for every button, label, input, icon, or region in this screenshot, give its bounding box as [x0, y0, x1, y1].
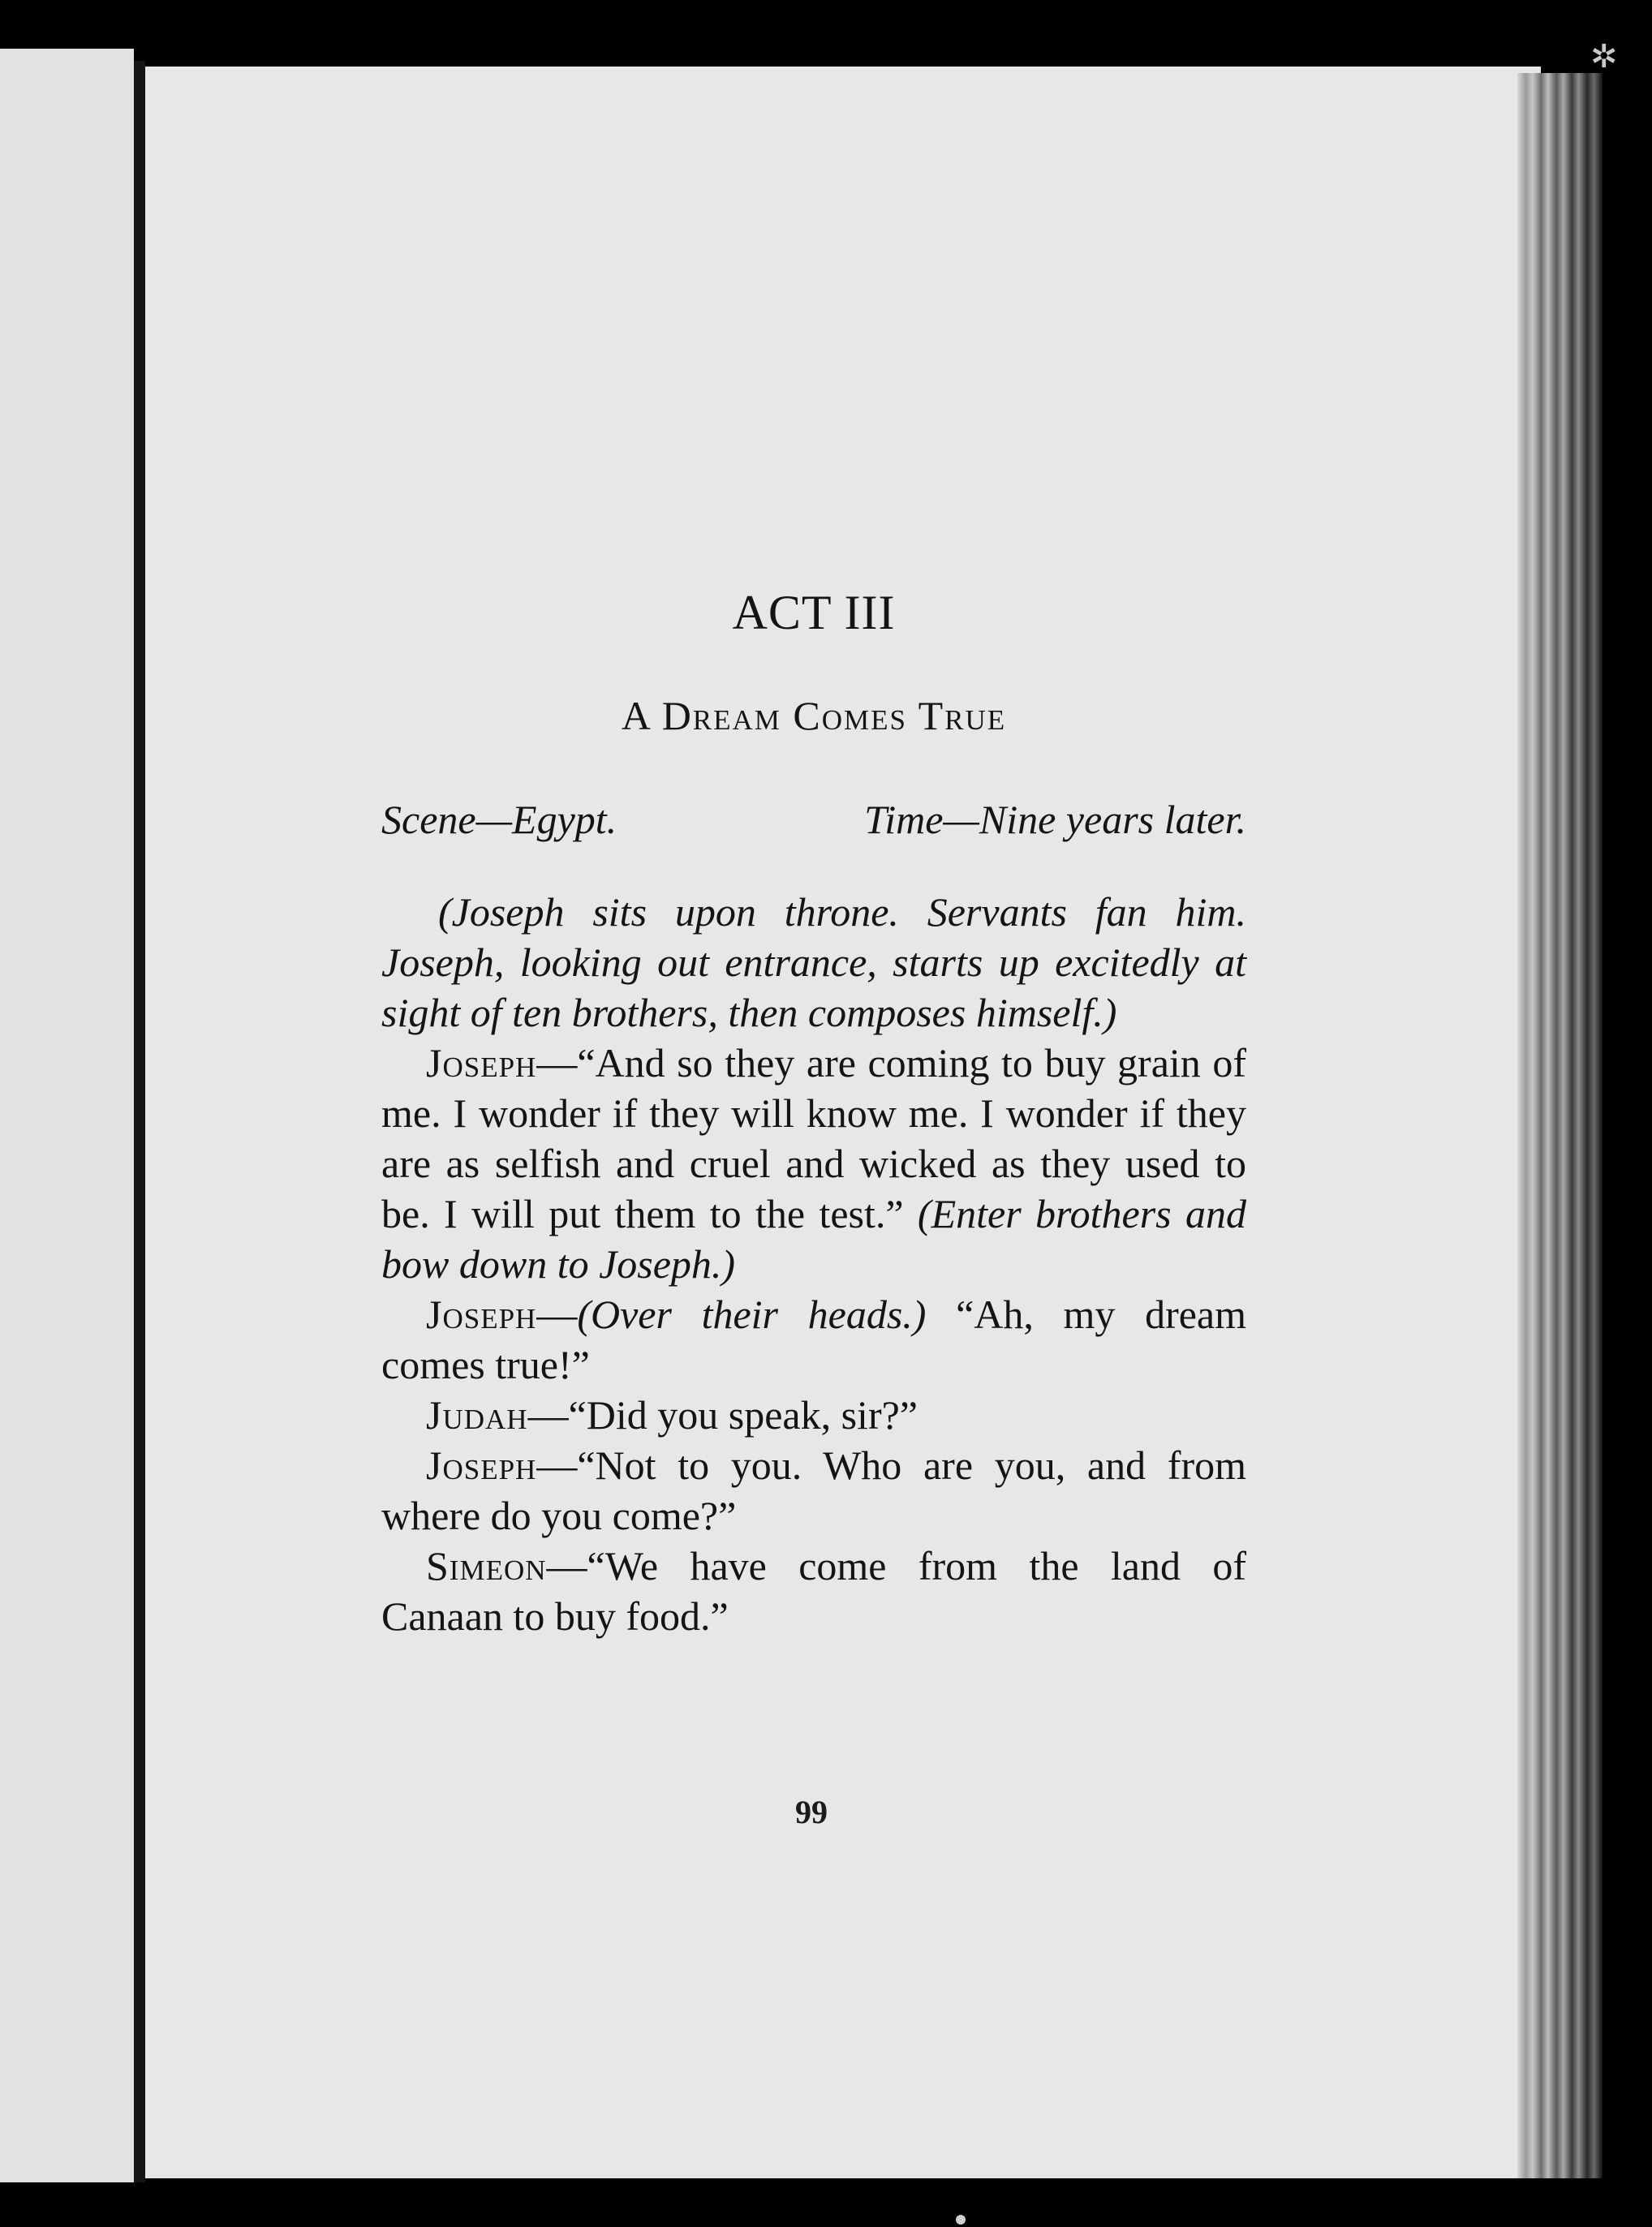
- act-subtitle: A Dream Comes True: [621, 693, 1007, 738]
- dialogue-dash: —: [536, 1292, 578, 1337]
- scan-artifact-icon: ✲: [1590, 38, 1618, 75]
- dialogue-dash: —: [536, 1040, 578, 1086]
- dialogue-text: “Ah, my dream comes true!”: [381, 1292, 1246, 1387]
- dialogue-text: “Did you speak, sir?”: [568, 1392, 918, 1438]
- inline-stage-direction: (Enter brothers and bow down to Joseph.): [381, 1191, 1246, 1287]
- page-stack-edges: [1517, 73, 1603, 2178]
- speaker-name: Joseph: [426, 1292, 537, 1337]
- scan-speck: [956, 2215, 966, 2225]
- time-label: Time—Nine years later.: [864, 797, 1246, 842]
- dialogue-text: “Not to you. Who are you, and from where do you come?”: [381, 1442, 1246, 1538]
- speaker-name: Judah: [426, 1392, 528, 1438]
- page-number: 99: [795, 1794, 828, 1830]
- scene-time-line: [381, 791, 1246, 848]
- act-heading: ACT III: [732, 586, 896, 639]
- stage-direction: (Joseph sits upon throne. Servants fan him. Joseph, looking out entrance, starts up excitedly at sight of ten brothers, then composes himself.): [381, 889, 1246, 1035]
- page-text: [381, 580, 1246, 1641]
- dialogue-text: “We have come from the land of Canaan to buy food.”: [381, 1543, 1246, 1639]
- dialogue-line: [381, 1289, 1246, 1390]
- scene-label: Scene—Egypt.: [381, 797, 617, 842]
- binding-gutter: [134, 61, 145, 2182]
- dialogue-line: [381, 1440, 1246, 1541]
- speaker-name: Joseph: [426, 1040, 537, 1086]
- dialogue-line: [381, 1541, 1246, 1641]
- dialogue-dash: —: [546, 1543, 587, 1589]
- inline-stage-direction: (Over their heads.): [577, 1292, 927, 1337]
- dialogue-text: “And so they are coming to buy grain of me. I wonder if they will know me. I wonder if they are as selfish and cruel and wicked as they used to be. I will put them to the test.”: [381, 1040, 1246, 1236]
- dialogue-line: [381, 1038, 1246, 1289]
- speaker-name: Joseph: [426, 1442, 537, 1488]
- speaker-name: Simeon: [426, 1543, 547, 1589]
- dialogue-dash: —: [536, 1442, 578, 1488]
- dialogue-line: [381, 1390, 1246, 1440]
- dialogue-dash: —: [527, 1392, 569, 1438]
- facing-page-edge: [0, 49, 134, 2182]
